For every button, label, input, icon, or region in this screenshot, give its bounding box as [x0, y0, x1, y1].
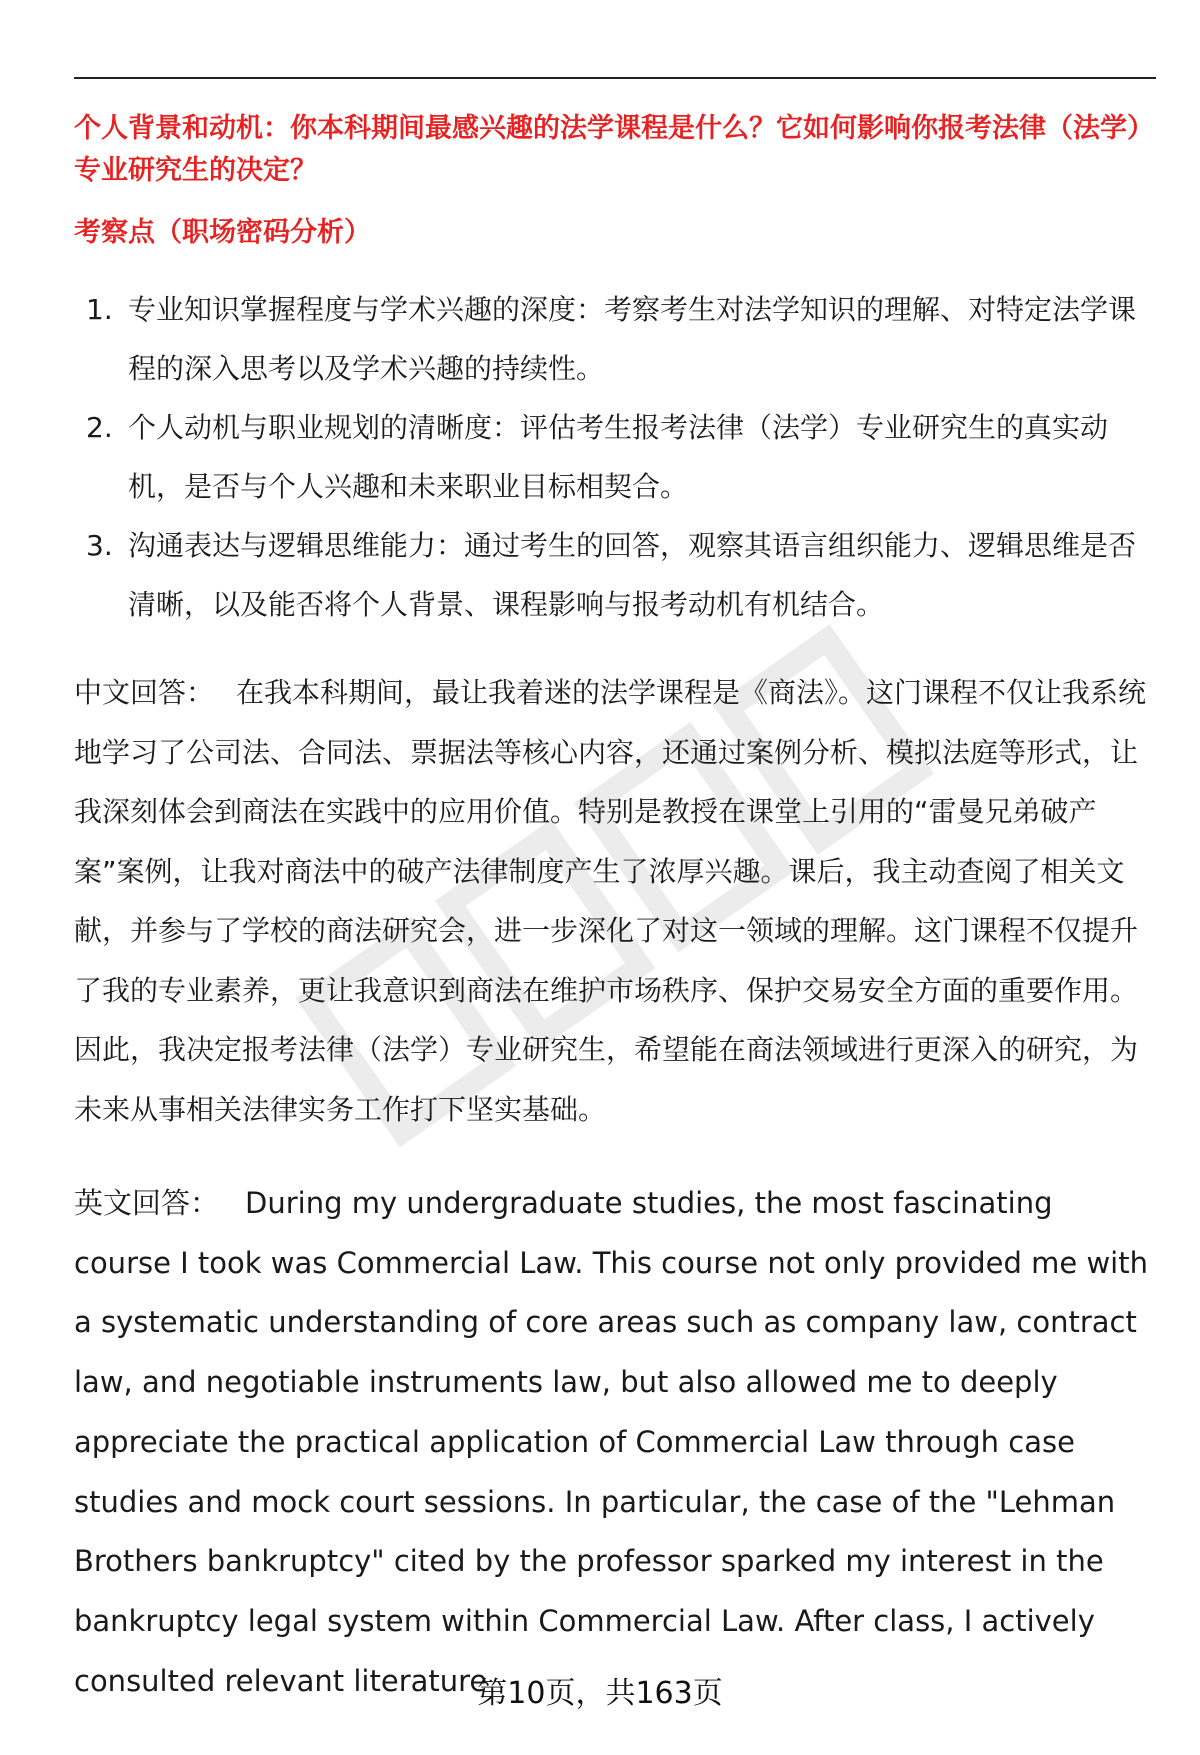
chinese-answer-label: 中文回答：	[74, 676, 215, 709]
english-answer-label: 英文回答：	[74, 1186, 220, 1220]
chinese-answer	[74, 663, 1156, 1139]
list-number: 3.	[86, 529, 113, 562]
list-item	[74, 398, 1156, 516]
section-title: 考察点（职场密码分析）	[74, 217, 371, 248]
list-item	[74, 516, 1156, 634]
english-answer	[74, 1174, 1156, 1711]
list-item	[74, 280, 1156, 398]
top-rule	[74, 77, 1156, 79]
list-item-text: 个人动机与职业规划的清晰度：评估考生报考法律（法学）专业研究生的真实动机，是否与个人兴趣和未来职业目标相契合。	[128, 411, 1109, 503]
question-heading: 个人背景和动机：你本科期间最感兴趣的法学课程是什么？它如何影响你报考法律（法学）专业研究生的决定？	[74, 113, 1154, 186]
list-number: 2.	[86, 411, 113, 444]
list-item-text: 沟通表达与逻辑思维能力：通过考生的回答，观察其语言组织能力、逻辑思维是否清晰，以及能否将个人背景、课程影响与报考动机有机结合。	[128, 529, 1137, 621]
list-number: 1.	[86, 293, 113, 326]
chinese-answer-text: 在我本科期间，最让我着迷的法学课程是《商法》。这门课程不仅让我系统地学习了公司法、合同法、票据法等核心内容，还通过案例分析、模拟法庭等形式，让我深刻体会到商法在实践中的应用价值。特别是教授在课堂上引用的“雷曼兄弟破产案”案例，让我对商法中的破产法律制度产生了浓厚兴趣。课后，我主动查阅了相关文献，并参与了学校的商法研究会，进一步深化了对这一领域的理解。这门课程不仅提升了我的专业素养，更让我意识到商法在维护市场秩序、保护交易安全方面的重要作用。因此，我决定报考法律（法学）专业研究生，希望能在商法领域进行更深入的研究，为未来从事相关法律实务工作打下坚实基础。	[74, 676, 1147, 1126]
document-body	[74, 108, 1156, 1711]
assessment-points-list	[74, 280, 1156, 634]
page-footer: 第10页，共163页	[477, 1676, 723, 1711]
english-answer-text: During my undergraduate studies, the most fascinating course I took was Commercial Law. This course not only provided me with a systematic understanding of core areas such as company law, contract law, and negotiable instruments law, but also allowed me to deeply appreciate the practical application of Commercial Law through case studies and mock court sessions. In particular, the case of the "Lehman Brothers bankruptcy" cited by the professor sparked my interest in the bankruptcy legal system within Commercial Law. After class, I actively consulted relevant literature	[74, 1186, 1148, 1698]
list-item-text: 专业知识掌握程度与学术兴趣的深度：考察考生对法学知识的理解、对特定法学课程的深入思考以及学术兴趣的持续性。	[128, 293, 1137, 385]
